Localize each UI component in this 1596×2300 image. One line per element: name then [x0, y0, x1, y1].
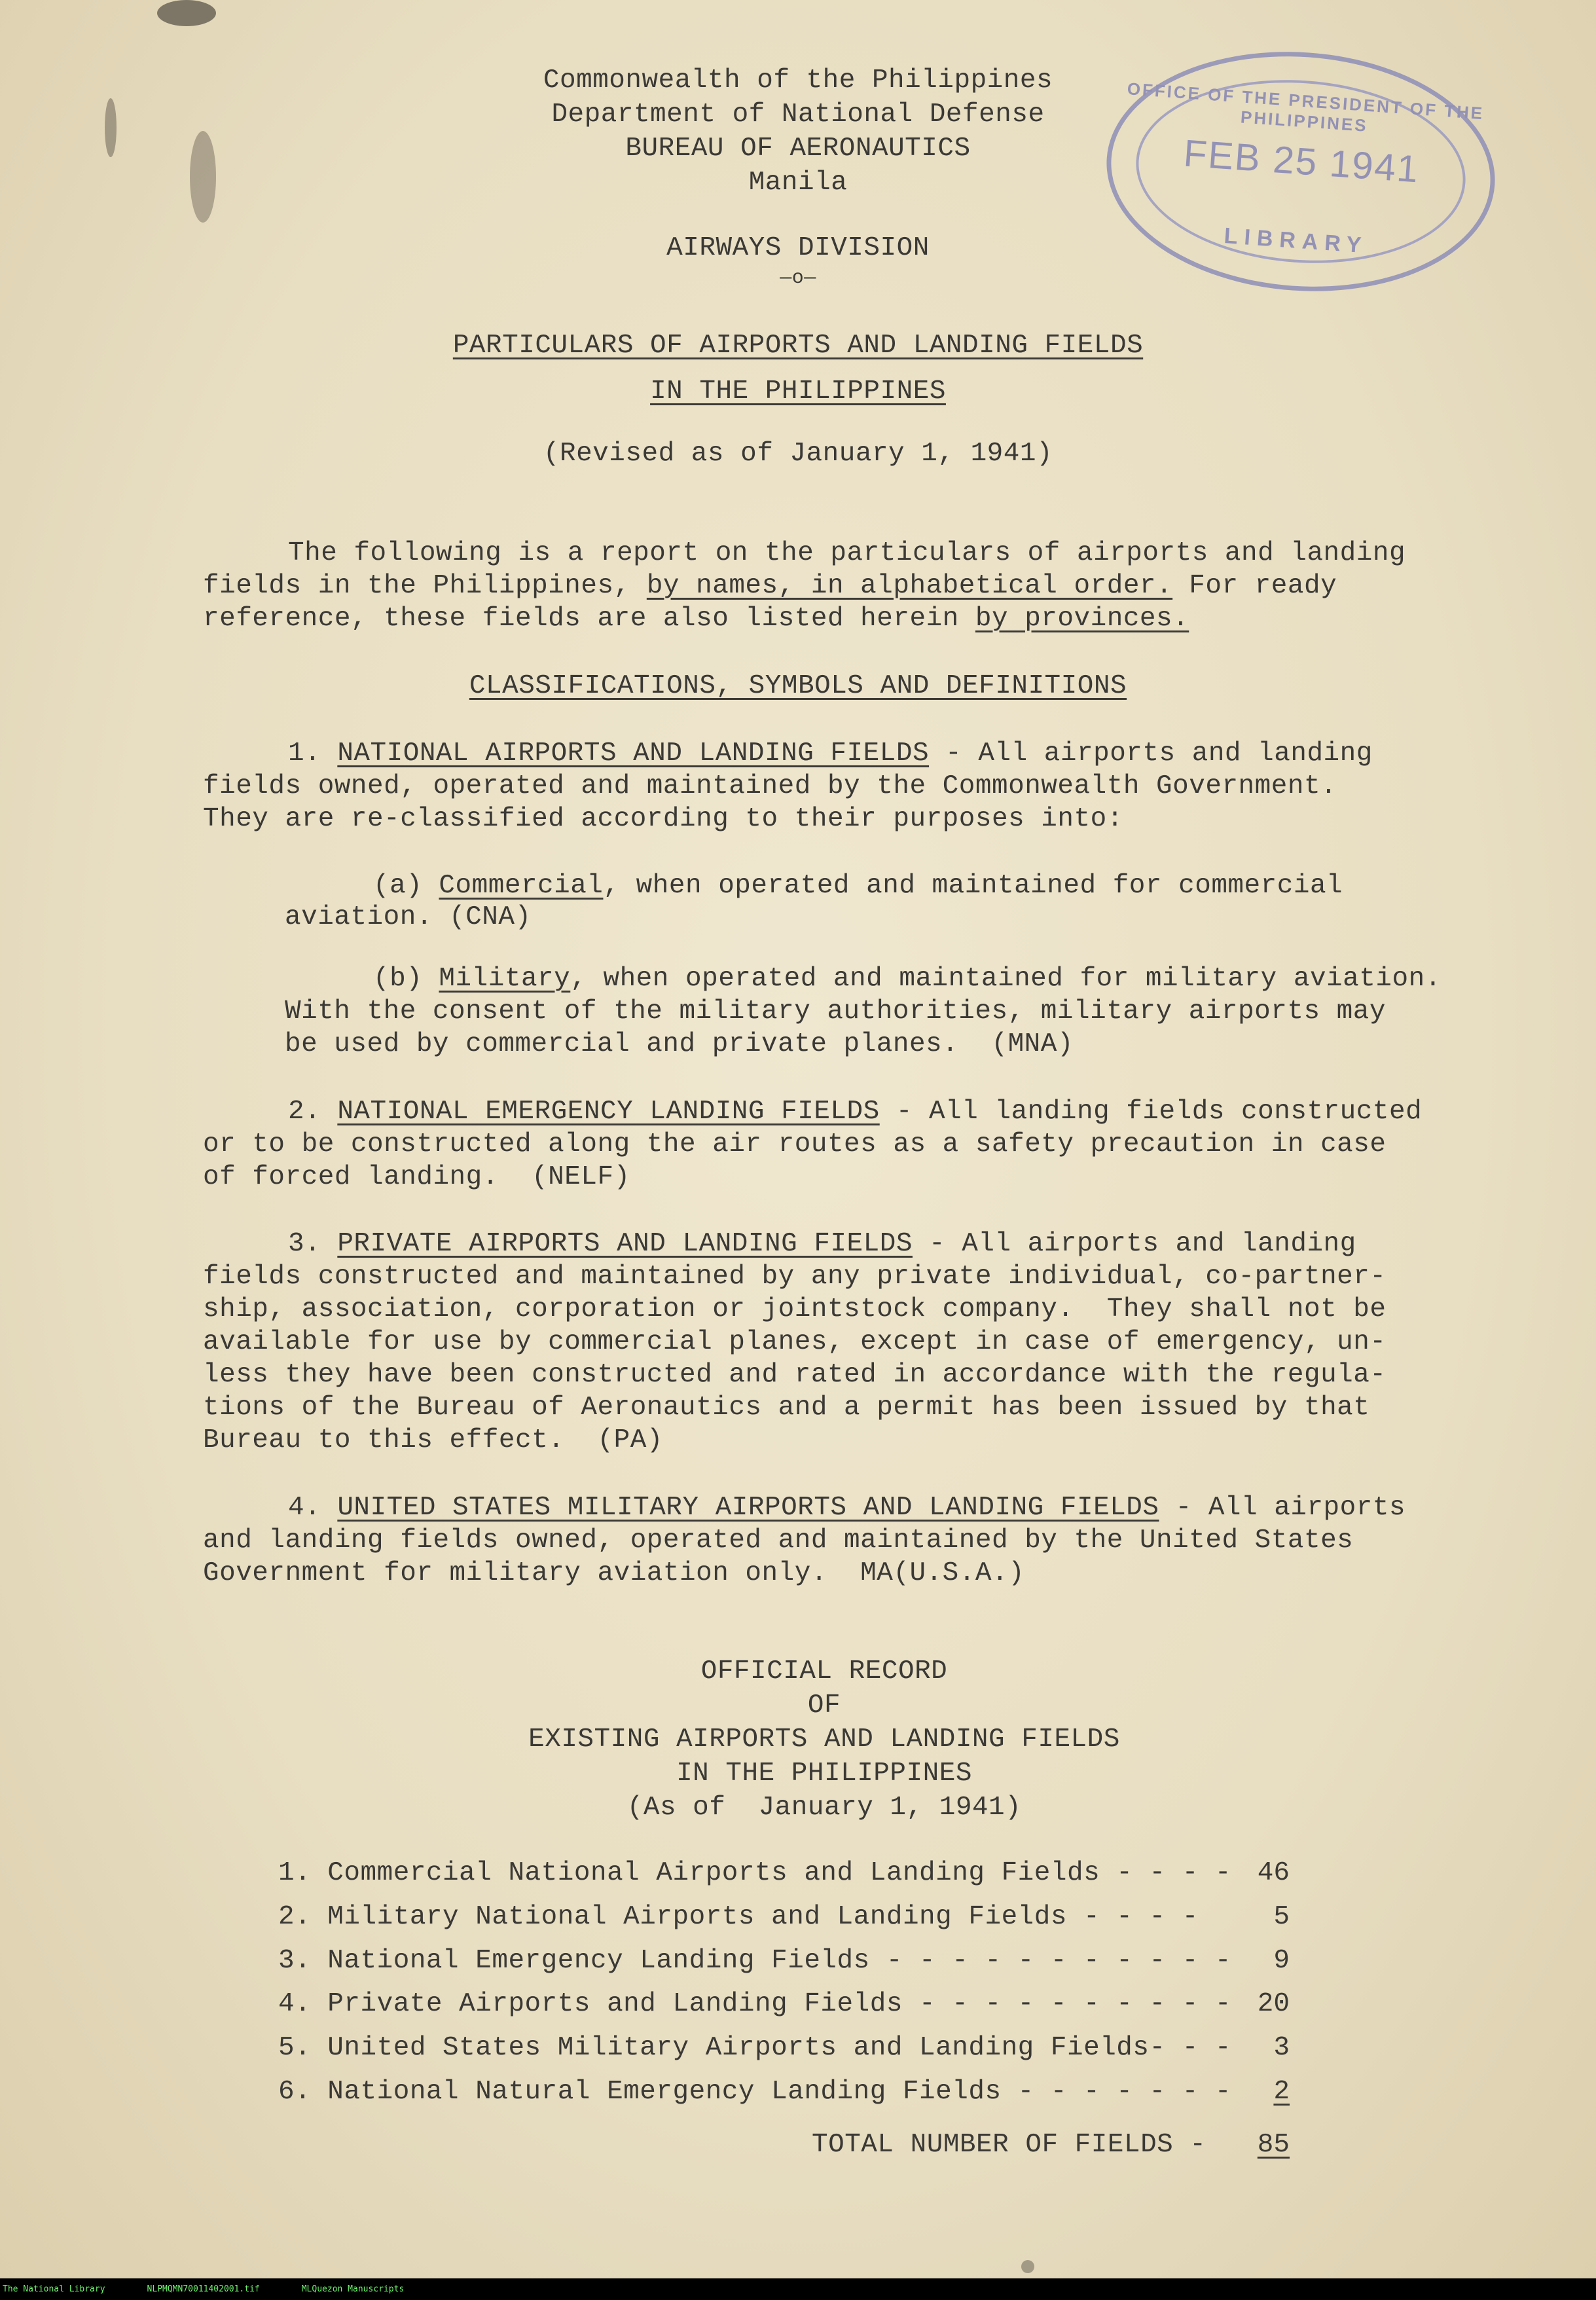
record-item-label: 5. United States Military Airports and Landing Fields- - - [278, 2033, 1232, 2063]
section-title: NATIONAL EMERGENCY LANDING FIELDS [337, 1097, 880, 1127]
section-text: - All airports [1159, 1493, 1406, 1523]
classifications-heading: CLASSIFICATIONS, SYMBOLS AND DEFINITIONS [469, 671, 1127, 701]
record-heading-4: IN THE PHILIPPINES [676, 1759, 972, 1789]
section-text: - All airports and landing [912, 1229, 1356, 1259]
section-number: 3. [288, 1229, 338, 1259]
section-1a-line-1 [373, 871, 1343, 901]
intro-line-2 [203, 571, 1337, 601]
section-title: Commercial [439, 871, 604, 901]
section-title: NATIONAL AIRPORTS AND LANDING FIELDS [337, 739, 930, 769]
section-title: Military [439, 964, 571, 994]
intro-text: fields in the Philippines, [203, 571, 647, 601]
section-3-line-5: less they have been constructed and rated in accordance with the regula- [203, 1360, 1387, 1390]
section-number: 4. [288, 1493, 338, 1523]
section-prefix: (a) [373, 871, 439, 901]
section-2-line-1 [288, 1097, 1422, 1127]
record-item-count: 20 [1257, 1989, 1290, 2019]
revision-date: (Revised as of January 1, 1941) [543, 439, 1053, 469]
divider-ornament: —o— [780, 267, 816, 289]
section-1b-line-1 [373, 964, 1442, 994]
total-value: 85 [1257, 2130, 1290, 2160]
record-item-count: 46 [1257, 1858, 1290, 1888]
record-item-label: 1. Commercial National Airports and Landing Fields - - - - [278, 1858, 1232, 1888]
header-line-3: BUREAU OF AERONAUTICS [625, 134, 971, 164]
document-title-line-1: PARTICULARS OF AIRPORTS AND LANDING FIELDS [452, 331, 1144, 361]
section-3-line-3: ship, association, corporation or jointstock company. They shall not be [203, 1294, 1387, 1324]
paper-mark [1021, 2260, 1034, 2273]
intro-emphasis: by provinces. [975, 604, 1189, 634]
section-title: UNITED STATES MILITARY AIRPORTS AND LANDING FIELDS [337, 1493, 1159, 1523]
intro-line-1: The following is a report on the particulars of airports and landing [288, 538, 1406, 568]
section-3-line-4: available for use by commercial planes, except in case of emergency, un- [203, 1327, 1387, 1357]
document-title-line-2: IN THE PHILIPPINES [650, 376, 946, 407]
intro-text: For ready [1172, 571, 1337, 601]
record-item-label: 6. National Natural Emergency Landing Fields - - - - - - - [278, 2077, 1232, 2107]
header-line-4: Manila [748, 168, 848, 198]
section-1-line-3: They are re-classified according to their purposes into: [203, 804, 1123, 834]
section-3-line-7: Bureau to this effect. (PA) [203, 1425, 663, 1455]
total-label: TOTAL NUMBER OF FIELDS - [812, 2130, 1206, 2160]
footer-collection: MLQuezon Manuscripts [301, 2284, 405, 2294]
ink-smudge [157, 0, 216, 26]
division-title: AIRWAYS DIVISION [666, 233, 930, 263]
section-1b-line-2: With the consent of the military authorities, military airports may [285, 996, 1386, 1027]
record-heading-5: (As of January 1, 1941) [626, 1793, 1022, 1823]
record-heading-1: OFFICIAL RECORD [700, 1656, 948, 1687]
record-item-label: 3. National Emergency Landing Fields - - - - - - - - - - - [278, 1946, 1232, 1976]
section-1-line-2: fields owned, operated and maintained by the Commonwealth Government. [203, 771, 1337, 801]
intro-emphasis: by names, in alphabetical order. [646, 571, 1173, 601]
record-item-label: 2. Military National Airports and Landing Fields - - - - [278, 1902, 1199, 1932]
archive-footer-bar [0, 2278, 1596, 2300]
record-item-count: 3 [1273, 2033, 1290, 2063]
footer-file: NLPMQMN70011402001.tif [147, 2284, 260, 2294]
record-heading-3: EXISTING AIRPORTS AND LANDING FIELDS [528, 1725, 1120, 1755]
intro-line-3 [203, 604, 1189, 634]
section-1-line-1 [288, 739, 1373, 769]
section-3-line-6: tions of the Bureau of Aeronautics and a permit has been issued by that [203, 1393, 1370, 1423]
section-text: , when operated and maintained for commercial [603, 871, 1343, 901]
stamp-bottom-text: LIBRARY [1223, 223, 1369, 259]
section-number: 2. [288, 1097, 338, 1127]
section-3-line-1 [288, 1229, 1356, 1259]
section-1a-line-2: aviation. (CNA) [285, 902, 532, 932]
section-4-line-1 [288, 1493, 1406, 1523]
record-item-count: 2 [1273, 2077, 1290, 2107]
record-item-count: 9 [1273, 1946, 1290, 1976]
record-item-label: 4. Private Airports and Landing Fields - - - - - - - - - - [278, 1989, 1232, 2019]
section-number: 1. [288, 739, 338, 769]
section-text: , when operated and maintained for military aviation. [570, 964, 1442, 994]
section-3-line-2: fields constructed and maintained by any private individual, co-partner- [203, 1262, 1387, 1292]
stamp-date: FEB 25 1941 [1182, 132, 1421, 191]
section-text: - All airports and landing [929, 739, 1373, 769]
header-line-1: Commonwealth of the Philippines [543, 65, 1053, 96]
stamp-top-text: OFFICE OF THE PRESIDENT OF THE PHILIPPINES [1126, 79, 1485, 136]
record-heading-2: OF [807, 1690, 841, 1721]
section-4-line-2: and landing fields owned, operated and maintained by the United States [203, 1525, 1354, 1556]
section-prefix: (b) [373, 964, 439, 994]
section-4-line-3: Government for military aviation only. MA(U.S.A.) [203, 1558, 1025, 1588]
section-title: PRIVATE AIRPORTS AND LANDING FIELDS [337, 1229, 913, 1259]
section-2-line-3: of forced landing. (NELF) [203, 1162, 630, 1192]
section-2-line-2: or to be constructed along the air routes as a safety precaution in case [203, 1129, 1387, 1159]
footer-source: The National Library [3, 2284, 105, 2294]
section-text: - All landing fields constructed [879, 1097, 1423, 1127]
record-item-count: 5 [1273, 1902, 1290, 1932]
intro-text: reference, these fields are also listed herein [203, 604, 975, 634]
section-1b-line-3: be used by commercial and private planes. (MNA) [285, 1029, 1074, 1059]
header-line-2: Department of National Defense [551, 100, 1045, 130]
